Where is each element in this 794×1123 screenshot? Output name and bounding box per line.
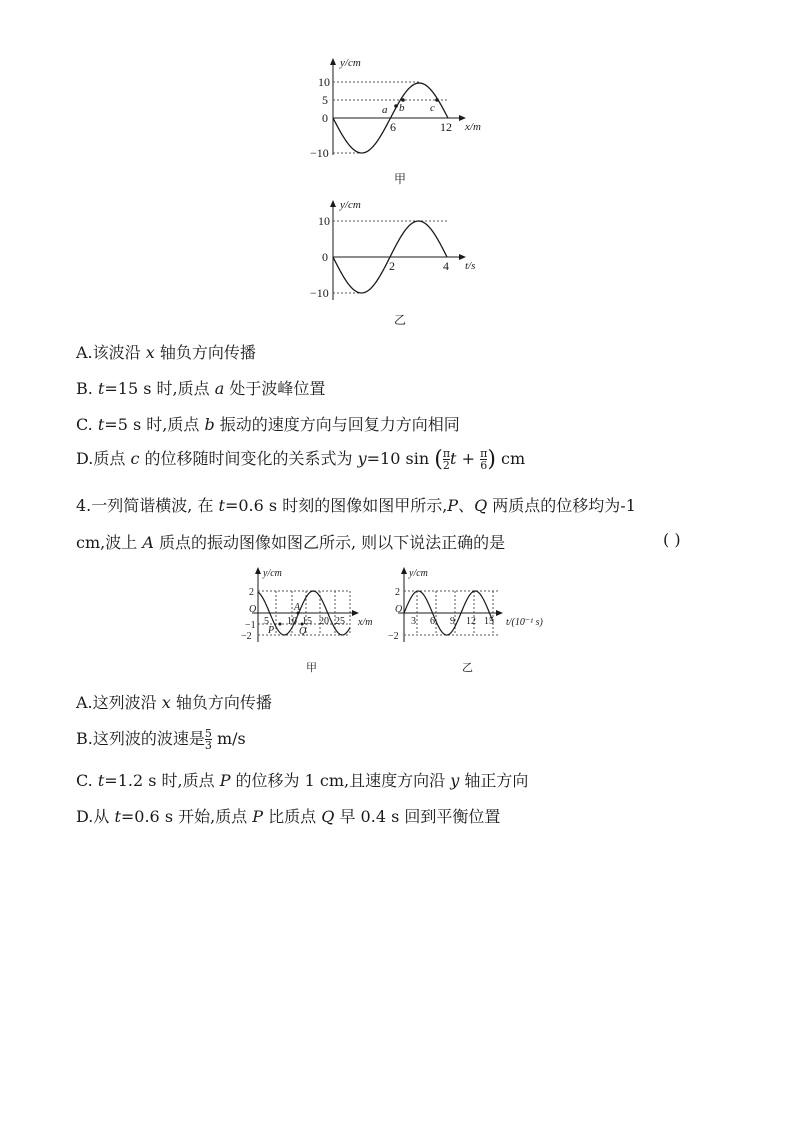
ytick-neg10: −10 — [310, 146, 329, 160]
q4-option-b[interactable]: B.这列波的波速是 $\frac{5}{3}$ m/s — [76, 727, 246, 752]
caption: 甲 — [306, 662, 317, 674]
formula-paren-open: ( — [434, 447, 443, 472]
q4-option-d[interactable]: D.从 t=0.6 s 开始,质点 P 比质点 Q 早 0.4 s 回到平衡位置 — [76, 807, 501, 826]
xtick-12: 12 — [466, 616, 476, 627]
q3-option-b[interactable]: B. t=15 s 时,质点 a 处于波峰位置 — [76, 379, 326, 398]
figure-vibration-t-q4 — [380, 562, 560, 677]
caption: 乙 — [462, 662, 473, 674]
y-axis-label: y/cm — [409, 568, 428, 579]
xtick-3: 3 — [411, 616, 416, 627]
y-axis-arrow — [401, 567, 407, 574]
xtick-2: 2 — [389, 259, 395, 273]
xtick-9: 9 — [450, 616, 455, 627]
ytick-0: 0 — [322, 111, 328, 125]
xtick-10: 10 — [287, 616, 297, 627]
point-P-dot — [279, 623, 282, 626]
ytick-2: 2 — [249, 587, 254, 598]
q4-option-c[interactable]: C. t=1.2 s 时,质点 P 的位移为 1 cm,且速度方向沿 y 轴正方向 — [76, 771, 529, 790]
caption: 甲 — [394, 172, 407, 186]
xtick-20: 20 — [319, 616, 329, 627]
y-axis-label: y/cm — [340, 57, 361, 69]
y-axis-arrow — [330, 58, 336, 65]
label-Q: Q — [299, 626, 307, 637]
x-axis-arrow — [496, 610, 503, 616]
fraction-pi-over-6: $\frac{\pi}{6}$ — [480, 447, 488, 472]
q3-option-c[interactable]: C. t=5 s 时,质点 b 振动的速度方向与回复力方向相同 — [76, 415, 460, 434]
x-axis-arrow — [352, 610, 359, 616]
ytick-10: 10 — [318, 75, 330, 89]
label-P: P — [268, 625, 275, 636]
y-axis-label: y/cm — [263, 568, 282, 579]
origin-label: O — [249, 604, 257, 615]
x-axis-label: t/s — [465, 260, 476, 272]
origin-label: O — [395, 604, 403, 615]
ytick-neg2: −2 — [388, 631, 399, 642]
point-c-dot — [435, 98, 439, 102]
x-axis-label: t/(10⁻¹ s) — [506, 617, 543, 628]
point-c-label: c — [430, 102, 435, 114]
ytick-2: 2 — [395, 587, 400, 598]
figure-vibration-t — [300, 192, 500, 332]
q3-option-a[interactable]: A.该波沿 x 轴负方向传播 — [76, 343, 256, 362]
ytick-10: 10 — [318, 214, 330, 228]
y-axis-label: y/cm — [340, 199, 361, 211]
ytick-5: 5 — [322, 93, 328, 107]
point-a-label: a — [382, 104, 388, 116]
ytick-0: 0 — [322, 250, 328, 264]
point-a-dot — [394, 104, 398, 108]
formula-paren-close: ) — [487, 447, 496, 472]
caption: 乙 — [394, 313, 407, 327]
ytick-neg10: −10 — [310, 286, 329, 300]
y-axis-arrow — [330, 200, 336, 207]
xtick-25: 25 — [335, 616, 345, 627]
ytick-neg1: −1 — [245, 620, 256, 631]
y-axis-arrow — [255, 567, 261, 574]
fraction-pi-over-2: $\frac{\pi}{2}$ — [442, 447, 451, 472]
xtick-12: 12 — [440, 120, 452, 134]
q4-stem-line2: cm,波上 A 质点的振动图像如图乙所示, 则以下说法正确的是 — [76, 533, 506, 552]
xtick-15: 15 — [484, 616, 494, 627]
q4-option-a[interactable]: A.这列波沿 x 轴负方向传播 — [76, 693, 272, 712]
figure-wave-x — [300, 50, 500, 190]
q4-stem-line1: 4.一列简谐横波, 在 t=0.6 s 时刻的图像如图甲所示,P、Q 两质点的位移均为-1 — [76, 496, 636, 515]
xtick-6: 6 — [390, 120, 396, 134]
answer-blank[interactable]: ( ) — [663, 530, 681, 549]
figure-wave-x-q4 — [232, 562, 382, 677]
xtick-6: 6 — [430, 616, 435, 627]
ytick-neg2: −2 — [241, 631, 252, 642]
xtick-15: 15 — [302, 616, 312, 627]
xtick-4: 4 — [443, 259, 449, 273]
x-axis-label: x/m — [465, 121, 481, 133]
label-A: A — [294, 602, 301, 613]
fraction-5-over-3: $\frac{5}{3}$ — [204, 727, 212, 752]
xtick-5: 5 — [264, 616, 269, 627]
point-b-label: b — [399, 102, 405, 114]
x-axis-label: x/m — [358, 617, 373, 628]
q3-option-d[interactable]: D.质点 c 的位移随时间变化的关系式为 y=10 sin ( $\frac{\pi}{2}$ t + $\frac{\pi}{6}$ ) cm — [76, 447, 526, 472]
